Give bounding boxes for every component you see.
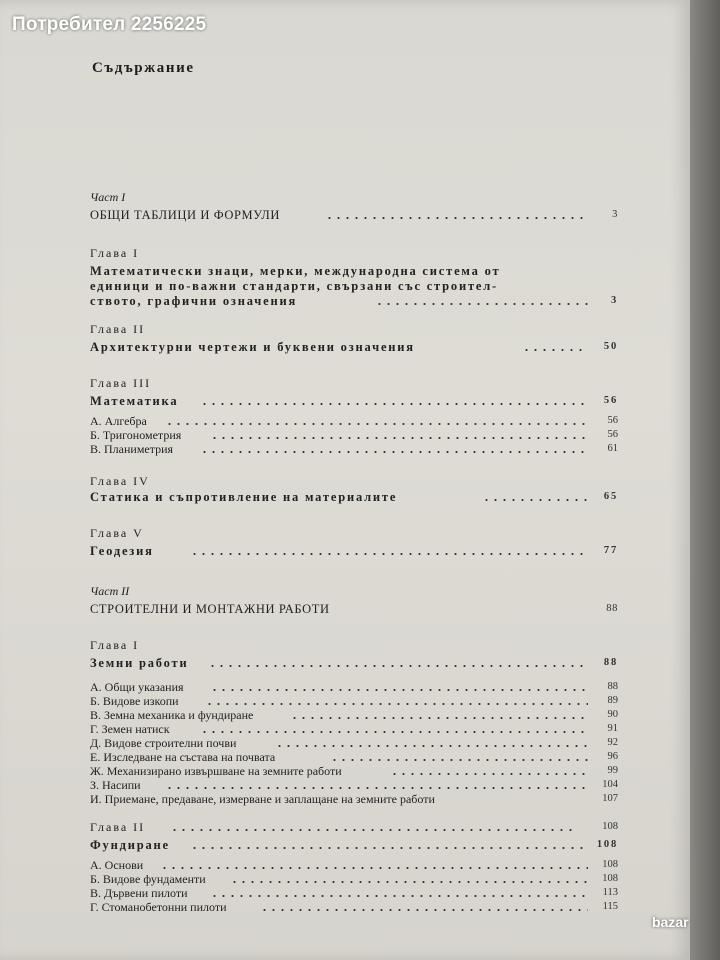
- section-label: А. Алгебра: [90, 414, 147, 428]
- chapter-4-title: [90, 490, 618, 504]
- part-2-title: [90, 602, 618, 616]
- dot-leader: [208, 665, 588, 667]
- chapter-5-label: Глава V: [90, 526, 144, 540]
- chapter-1-line-3: [90, 294, 618, 308]
- section-label: В. Планиметрия: [90, 442, 174, 456]
- chapter-1-title-line-3: ството, графични означения: [90, 294, 298, 308]
- chapter-5-title-text: Геодезия: [90, 544, 154, 558]
- section-label: Е. Изследване на състава на почвата: [90, 750, 276, 764]
- section-row: [90, 442, 618, 456]
- chapter-2-label: Глава II: [90, 322, 146, 336]
- section-row: [90, 886, 618, 900]
- chapter-2-title: [90, 340, 618, 354]
- chapter-4-page: 65: [603, 491, 618, 502]
- part-2-chapter-2-title: [90, 838, 618, 852]
- section-row: [90, 900, 618, 914]
- part-2-chapter-2-title-text: Фундиране: [90, 838, 170, 852]
- dot-leader: [200, 403, 588, 405]
- chapter-4-title-text: Статика и съпротивление на материалите: [90, 490, 398, 504]
- section-row: [90, 750, 618, 764]
- section-page: 115: [602, 901, 618, 912]
- part-2-chapter-1-page: 88: [603, 657, 618, 668]
- part-2-chapter-1-title: [90, 656, 618, 670]
- part-2-label: Част II: [90, 584, 130, 598]
- section-page: 107: [602, 793, 618, 804]
- chapter-5-page: 77: [603, 545, 618, 556]
- dot-leader: [210, 689, 588, 691]
- chapter-4-label: Глава IV: [90, 474, 150, 488]
- section-page: 91: [607, 723, 618, 734]
- chapter-5-title: [90, 544, 618, 558]
- section-label: А. Общи указания: [90, 680, 184, 694]
- dot-leader: [210, 437, 588, 439]
- chapter-1-title-line-2: единици и по-важни стандарти, свързани със строител-: [90, 279, 499, 293]
- part-2-chapter-1-label: Глава I: [90, 638, 140, 652]
- part-2-chapter-2-label-page: 108: [602, 821, 618, 832]
- section-page: 108: [602, 873, 618, 884]
- section-row: [90, 414, 618, 428]
- section-label: Б. Видове фундаменти: [90, 872, 206, 886]
- section-page: 92: [607, 737, 618, 748]
- section-page: 108: [602, 859, 618, 870]
- section-row: [90, 792, 618, 806]
- part-2-chapter-2-page: 108: [596, 839, 618, 850]
- section-label: Г. Земен натиск: [90, 722, 170, 736]
- dot-leader: [482, 499, 588, 501]
- part-2-chapter-2-label: Глава II: [90, 820, 146, 834]
- section-page: 61: [607, 443, 618, 454]
- chapter-2-page: 50: [603, 341, 618, 352]
- section-label: В. Земна механика и фундиране: [90, 708, 254, 722]
- dot-leader: [205, 703, 588, 705]
- chapter-3-title-text: Математика: [90, 394, 179, 408]
- section-page: 56: [607, 429, 618, 440]
- dot-leader: [390, 773, 588, 775]
- section-row: [90, 858, 618, 872]
- part-1-title: [90, 208, 618, 222]
- dot-leader: [290, 717, 588, 719]
- section-row: [90, 680, 618, 694]
- section-page: 88: [607, 681, 618, 692]
- dot-leader: [375, 303, 588, 305]
- part-1-page: 3: [612, 209, 618, 220]
- section-label: З. Насипи: [90, 778, 141, 792]
- page-edge-shadow: [690, 0, 720, 960]
- dot-leader: [230, 881, 588, 883]
- section-page: 89: [607, 695, 618, 706]
- dot-leader: [200, 451, 588, 453]
- dot-leader: [330, 759, 588, 761]
- part-1-title-text: ОБЩИ ТАБЛИЦИ И ФОРМУЛИ: [90, 208, 280, 222]
- section-label: Д. Видове строителни почви: [90, 736, 237, 750]
- toc-heading: Съдържание: [92, 60, 195, 76]
- chapter-1-line-1: [90, 264, 618, 278]
- dot-leader: [190, 553, 588, 555]
- dot-leader: [325, 217, 588, 219]
- section-row: [90, 778, 618, 792]
- section-page: 56: [607, 415, 618, 426]
- chapter-3-page: 56: [603, 395, 618, 406]
- section-label: Б. Тригонометрия: [90, 428, 182, 442]
- section-page: 90: [607, 709, 618, 720]
- section-row: [90, 736, 618, 750]
- part-2-chapter-2-label-row: [90, 820, 618, 834]
- section-row: [90, 722, 618, 736]
- section-row: [90, 694, 618, 708]
- section-label: А. Основи: [90, 858, 144, 872]
- dot-leader: [165, 423, 588, 425]
- part-2-chapter-1-title-text: Земни работи: [90, 656, 189, 670]
- section-label: Б. Видове изкопи: [90, 694, 179, 708]
- section-label: Ж. Механизирано извършване на земните работи: [90, 764, 342, 778]
- dot-leader: [260, 909, 588, 911]
- dot-leader: [522, 349, 588, 351]
- section-page: 113: [602, 887, 618, 898]
- section-row: [90, 872, 618, 886]
- dot-leader: [200, 731, 588, 733]
- dot-leader: [165, 787, 588, 789]
- section-label: И. Приемане, предаване, измерване и заплащане на земните работи: [90, 792, 435, 806]
- dot-leader: [275, 745, 588, 747]
- user-watermark: Потребител 2256225: [12, 14, 207, 35]
- part-1-label: Част I: [90, 190, 126, 204]
- bazar-logo: bazar: [652, 914, 689, 930]
- part-2-title-text: СТРОИТЕЛНИ И МОНТАЖНИ РАБОТИ: [90, 602, 330, 616]
- dot-leader: [160, 867, 588, 869]
- dot-leader: [170, 829, 578, 831]
- dot-leader: [210, 895, 588, 897]
- part-2-page: 88: [606, 603, 618, 614]
- section-page: 104: [602, 779, 618, 790]
- dot-leader: [190, 847, 588, 849]
- section-page: 96: [607, 751, 618, 762]
- chapter-1-page: 3: [610, 295, 618, 306]
- section-label: В. Дървени пилоти: [90, 886, 188, 900]
- chapter-1-line-2: [90, 279, 618, 293]
- chapter-2-title-text: Архитектурни чертежи и буквени означения: [90, 340, 415, 354]
- section-row: [90, 764, 618, 778]
- chapter-1-label: Глава I: [90, 246, 140, 260]
- chapter-3-label: Глава III: [90, 376, 152, 390]
- section-page: 99: [607, 765, 618, 776]
- chapter-3-title: [90, 394, 618, 408]
- section-label: Г. Стоманобетонни пилоти: [90, 900, 227, 914]
- section-row: [90, 428, 618, 442]
- section-row: [90, 708, 618, 722]
- chapter-1-title-line-1: Математически знаци, мерки, международна система от: [90, 264, 501, 278]
